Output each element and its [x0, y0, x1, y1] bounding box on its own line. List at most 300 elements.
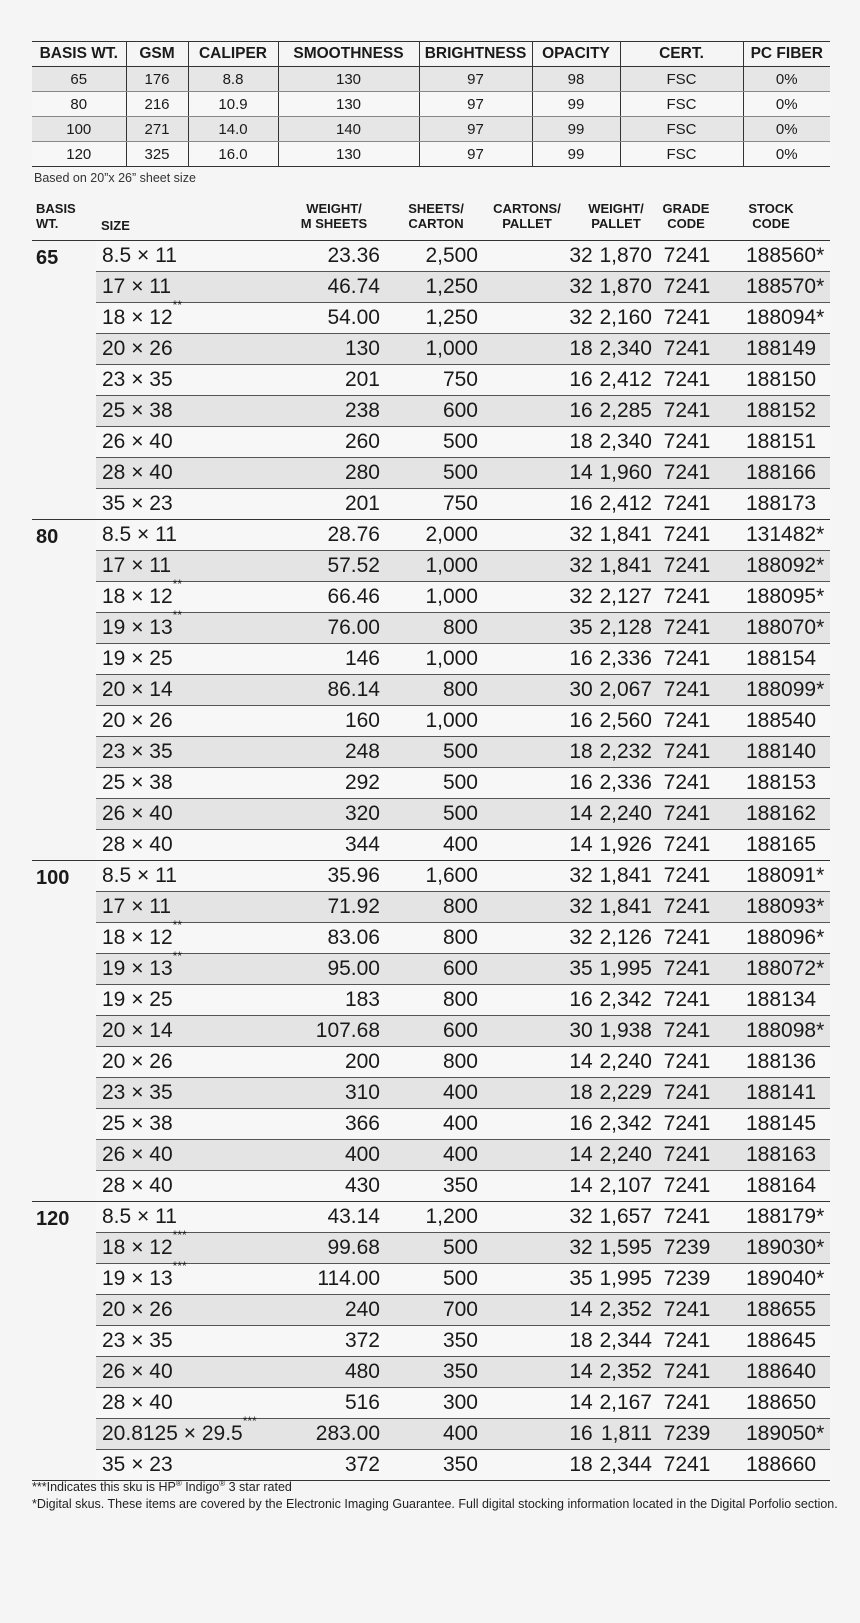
sheets-carton-cell: 500 [442, 740, 478, 763]
table-row [96, 799, 830, 830]
sheets-carton-cell: 1,200 [425, 1205, 478, 1228]
size-cell [102, 1109, 173, 1139]
cartons-pallet-cell: 32 [569, 244, 593, 267]
stock-code-cell: 188163 [746, 1143, 817, 1166]
size-text: 25 × 38 [102, 399, 173, 422]
weight-pallet-cell: 2,128 [599, 616, 652, 639]
sheets-carton-cell: 1,250 [425, 306, 478, 329]
weight-m-sheets-cell: 344 [344, 833, 380, 856]
table-row [96, 1388, 830, 1419]
weight-pallet-cell: 2,344 [599, 1453, 652, 1476]
sheets-carton-cell: 800 [442, 678, 478, 701]
size-cell [102, 985, 173, 1015]
cartons-pallet-cell: 32 [569, 585, 593, 608]
size-cell [102, 272, 171, 302]
stock-code-cell: 188094* [746, 306, 825, 329]
stock-code-cell: 188150 [746, 368, 817, 391]
weight-pallet-cell: 2,412 [599, 368, 652, 391]
weight-m-sheets-cell: 260 [344, 430, 380, 453]
size-cell [102, 1140, 173, 1170]
weight-m-sheets-cell: 248 [344, 740, 380, 763]
size-footnote-mark: ** [172, 298, 182, 312]
paper-spec-table [32, 41, 830, 167]
stock-code-cell: 189050* [746, 1422, 825, 1445]
grade-code-cell: 7239 [663, 1422, 711, 1445]
stock-code-cell: 188140 [746, 740, 817, 763]
sheets-carton-cell: 350 [442, 1174, 478, 1197]
weight-pallet-cell: 2,160 [599, 306, 652, 329]
table-row [96, 577, 830, 613]
cartons-pallet-cell: 16 [569, 647, 593, 670]
stock-code-cell: 188092* [746, 554, 825, 577]
stock-table [32, 240, 830, 1481]
sheets-carton-cell: 800 [442, 926, 478, 949]
table-row [96, 949, 830, 985]
sheets-carton-cell: 1,000 [425, 337, 478, 360]
table-row [96, 918, 830, 954]
weight-m-sheets-cell: 372 [344, 1453, 380, 1476]
header-cartons-pallet: CARTONS/ PALLET [493, 201, 561, 231]
weight-m-sheets-cell: 46.74 [327, 275, 380, 298]
spec-cell: 65 [32, 67, 126, 92]
weight-pallet-cell: 1,841 [599, 523, 652, 546]
spec-cell: 0% [743, 67, 830, 92]
spec-cell: 216 [126, 92, 188, 117]
weight-pallet-cell: 1,938 [599, 1019, 652, 1042]
weight-pallet-cell: 1,995 [599, 1267, 652, 1290]
weight-pallet-cell: 1,995 [599, 957, 652, 980]
basis-group [32, 519, 830, 860]
cartons-pallet-cell: 16 [569, 492, 593, 515]
stock-code-cell: 188145 [746, 1112, 817, 1135]
size-cell [102, 1078, 173, 1108]
weight-pallet-cell: 1,595 [599, 1236, 652, 1259]
weight-m-sheets-cell: 66.46 [327, 585, 380, 608]
sheets-carton-cell: 800 [442, 616, 478, 639]
stock-code-cell: 188070* [746, 616, 825, 639]
stock-code-cell: 188154 [746, 647, 817, 670]
grade-code-cell: 7241 [663, 461, 711, 484]
size-text: 28 × 40 [102, 1174, 173, 1197]
size-text: 23 × 35 [102, 1329, 173, 1352]
stock-code-cell: 188099* [746, 678, 825, 701]
cartons-pallet-cell: 18 [569, 430, 593, 453]
grade-code-cell: 7241 [663, 337, 711, 360]
spec-cell: 80 [32, 92, 126, 117]
size-cell [102, 737, 173, 767]
spec-cell: 0% [743, 117, 830, 142]
grade-code-cell: 7241 [663, 585, 711, 608]
stock-code-cell: 188165 [746, 833, 817, 856]
table-row [96, 1259, 830, 1295]
weight-m-sheets-cell: 320 [344, 802, 380, 825]
size-cell [102, 768, 173, 798]
cartons-pallet-cell: 18 [569, 1081, 593, 1104]
spec-cell: 99 [532, 92, 620, 117]
size-text: 19 × 25 [102, 647, 173, 670]
grade-code-cell: 7241 [663, 554, 711, 577]
size-text: 19 × 25 [102, 988, 173, 1011]
table-row [96, 1414, 830, 1450]
table-row [96, 427, 830, 458]
size-text: 23 × 35 [102, 740, 173, 763]
weight-pallet-cell: 2,336 [599, 771, 652, 794]
spec-cell: 97 [419, 142, 532, 167]
sheets-carton-cell: 750 [442, 368, 478, 391]
stock-code-cell: 188166 [746, 461, 817, 484]
footnote-digital-skus: *Digital skus. These items are covered by the Electronic Imaging Guarantee. Full digital stocking information located in the Digital Porfolio section. [32, 1497, 838, 1511]
cartons-pallet-cell: 16 [569, 1422, 593, 1445]
grade-code-cell: 7241 [663, 1174, 711, 1197]
size-cell [102, 675, 173, 705]
size-text: 28 × 40 [102, 461, 173, 484]
header-weight-m-sheets: WEIGHT/ M SHEETS [300, 201, 368, 231]
grade-code-cell: 7241 [663, 802, 711, 825]
weight-m-sheets-cell: 480 [344, 1360, 380, 1383]
stock-code-cell: 188655 [746, 1298, 817, 1321]
spec-cell: FSC [620, 92, 743, 117]
sheets-carton-cell: 800 [442, 1050, 478, 1073]
stock-code-cell: 188152 [746, 399, 817, 422]
cartons-pallet-cell: 32 [569, 926, 593, 949]
spec-header-row [32, 42, 830, 67]
table-row [96, 830, 830, 860]
size-text: 25 × 38 [102, 771, 173, 794]
grade-code-cell: 7241 [663, 1019, 711, 1042]
spec-cell: FSC [620, 67, 743, 92]
weight-m-sheets-cell: 107.68 [315, 1019, 380, 1042]
weight-pallet-cell: 1,960 [599, 461, 652, 484]
size-text: 26 × 40 [102, 430, 173, 453]
sheets-carton-cell: 1,000 [425, 554, 478, 577]
weight-m-sheets-cell: 146 [344, 647, 380, 670]
spec-cell: 98 [532, 67, 620, 92]
basis-weight-label: 80 [36, 526, 59, 548]
size-text: 25 × 38 [102, 1112, 173, 1135]
header-stock-code: STOCK CODE [748, 201, 794, 231]
spec-cell: 99 [532, 117, 620, 142]
weight-pallet-cell: 2,412 [599, 492, 652, 515]
sheets-carton-cell: 350 [442, 1329, 478, 1352]
stock-code-cell: 188098* [746, 1019, 825, 1042]
spec-cell: 325 [126, 142, 188, 167]
stock-code-cell: 188650 [746, 1391, 817, 1414]
sheets-carton-cell: 400 [442, 1143, 478, 1166]
cartons-pallet-cell: 16 [569, 368, 593, 391]
weight-pallet-cell: 1,841 [599, 895, 652, 918]
size-text: 17 × 11 [102, 895, 172, 918]
spec-header-cert: CERT. [620, 42, 743, 67]
spec-header-pc-fiber: PC FIBER [743, 42, 830, 67]
table-row [96, 1140, 830, 1171]
cartons-pallet-cell: 32 [569, 1205, 593, 1228]
weight-pallet-cell: 2,285 [599, 399, 652, 422]
grade-code-cell: 7241 [663, 1081, 711, 1104]
spec-cell: 100 [32, 117, 126, 142]
spec-cell: 120 [32, 142, 126, 167]
header-weight-pallet: WEIGHT/ PALLET [588, 201, 644, 231]
weight-m-sheets-cell: 57.52 [327, 554, 380, 577]
sheets-carton-cell: 500 [442, 802, 478, 825]
weight-m-sheets-cell: 201 [344, 368, 380, 391]
stock-code-cell: 188179* [746, 1205, 825, 1228]
table-row [96, 1171, 830, 1201]
size-cell [102, 1357, 173, 1387]
weight-pallet-cell: 2,229 [599, 1081, 652, 1104]
spec-cell: 271 [126, 117, 188, 142]
table-row [96, 272, 830, 303]
weight-pallet-cell: 1,811 [601, 1422, 652, 1445]
stock-code-cell: 188072* [746, 957, 825, 980]
spec-row [32, 142, 830, 167]
stock-code-cell: 188560* [746, 244, 825, 267]
size-cell [102, 489, 173, 519]
weight-m-sheets-cell: 238 [344, 399, 380, 422]
stock-code-cell: 188570* [746, 275, 825, 298]
size-footnote-mark: ** [172, 918, 182, 932]
table-row [96, 334, 830, 365]
table-row [96, 396, 830, 427]
grade-code-cell: 7241 [663, 1050, 711, 1073]
cartons-pallet-cell: 32 [569, 895, 593, 918]
size-cell [102, 644, 173, 674]
weight-m-sheets-cell: 310 [344, 1081, 380, 1104]
stock-code-cell: 189040* [746, 1267, 825, 1290]
stock-code-cell: 188141 [746, 1081, 817, 1104]
size-footnote-mark: *** [172, 1259, 187, 1273]
weight-pallet-cell: 2,340 [599, 430, 652, 453]
size-footnote-mark: *** [172, 1228, 187, 1242]
size-text: 19 × 13 [102, 616, 173, 639]
weight-m-sheets-cell: 183 [344, 988, 380, 1011]
weight-m-sheets-cell: 114.00 [317, 1267, 380, 1290]
table-row [96, 737, 830, 768]
sheets-carton-cell: 2,000 [425, 523, 478, 546]
header-sheets-carton: SHEETS/ CARTON [408, 201, 464, 231]
size-text: 18 × 12 [102, 1236, 173, 1259]
basis-group [32, 240, 830, 519]
spec-header-opacity: OPACITY [532, 42, 620, 67]
size-text: 23 × 35 [102, 1081, 173, 1104]
weight-m-sheets-cell: 71.92 [327, 895, 380, 918]
spec-header-caliper: CALIPER [188, 42, 278, 67]
stock-code-cell: 188153 [746, 771, 817, 794]
weight-pallet-cell: 2,167 [599, 1391, 652, 1414]
size-text: 20.8125 × 29.5 [102, 1422, 243, 1445]
sheets-carton-cell: 800 [442, 895, 478, 918]
spec-cell: 14.0 [188, 117, 278, 142]
table-row [96, 1109, 830, 1140]
size-text: 19 × 13 [102, 957, 173, 980]
table-row [96, 1047, 830, 1078]
sheets-carton-cell: 1,000 [425, 585, 478, 608]
spec-cell: 130 [278, 142, 419, 167]
weight-m-sheets-cell: 430 [344, 1174, 380, 1197]
size-footnote-mark: ** [172, 949, 182, 963]
weight-m-sheets-cell: 95.00 [327, 957, 380, 980]
cartons-pallet-cell: 18 [569, 740, 593, 763]
size-cell [102, 830, 173, 860]
weight-pallet-cell: 2,240 [599, 1050, 652, 1073]
weight-pallet-cell: 2,232 [599, 740, 652, 763]
cartons-pallet-cell: 14 [569, 1174, 593, 1197]
size-cell [102, 241, 177, 271]
grade-code-cell: 7239 [663, 1236, 711, 1259]
stock-code-cell: 188645 [746, 1329, 817, 1352]
size-cell [102, 1326, 173, 1356]
spec-row [32, 67, 830, 92]
size-cell [102, 1388, 173, 1418]
cartons-pallet-cell: 32 [569, 864, 593, 887]
cartons-pallet-cell: 14 [569, 1143, 593, 1166]
sheets-carton-cell: 400 [442, 833, 478, 856]
size-cell [102, 1171, 173, 1201]
table-row [96, 489, 830, 519]
size-text: 8.5 × 11 [102, 1205, 177, 1228]
basis-weight-label: 65 [36, 247, 59, 269]
weight-pallet-cell: 2,352 [599, 1360, 652, 1383]
cartons-pallet-cell: 32 [569, 554, 593, 577]
stock-code-cell: 188095* [746, 585, 825, 608]
grade-code-cell: 7241 [663, 647, 711, 670]
table-row [96, 1016, 830, 1047]
stock-code-cell: 188136 [746, 1050, 817, 1073]
size-footnote-mark: ** [172, 577, 182, 591]
weight-pallet-cell: 2,340 [599, 337, 652, 360]
table-row [96, 1295, 830, 1326]
spec-cell: FSC [620, 117, 743, 142]
cartons-pallet-cell: 16 [569, 399, 593, 422]
sheets-carton-cell: 350 [442, 1453, 478, 1476]
sheets-carton-cell: 750 [442, 492, 478, 515]
size-cell [102, 334, 173, 364]
size-text: 26 × 40 [102, 1143, 173, 1166]
size-cell [102, 577, 182, 612]
weight-pallet-cell: 1,841 [599, 554, 652, 577]
weight-m-sheets-cell: 240 [344, 1298, 380, 1321]
grade-code-cell: 7241 [663, 864, 711, 887]
weight-m-sheets-cell: 400 [344, 1143, 380, 1166]
stock-table-header [32, 201, 830, 239]
stock-code-cell: 131482* [746, 523, 825, 546]
sheets-carton-cell: 300 [442, 1391, 478, 1414]
grade-code-cell: 7241 [663, 1391, 711, 1414]
stock-code-cell: 188162 [746, 802, 817, 825]
size-text: 20 × 26 [102, 1050, 173, 1073]
size-cell [102, 608, 182, 643]
size-text: 8.5 × 11 [102, 864, 177, 887]
table-row [96, 675, 830, 706]
size-text: 18 × 12 [102, 306, 173, 329]
size-cell [102, 298, 182, 333]
weight-m-sheets-cell: 372 [344, 1329, 380, 1352]
sheets-carton-cell: 500 [442, 461, 478, 484]
size-cell [102, 1450, 173, 1480]
size-text: 26 × 40 [102, 1360, 173, 1383]
weight-pallet-cell: 1,657 [599, 1205, 652, 1228]
table-row [96, 365, 830, 396]
cartons-pallet-cell: 35 [569, 616, 593, 639]
size-text: 18 × 12 [102, 585, 173, 608]
cartons-pallet-cell: 14 [569, 461, 593, 484]
size-cell [102, 396, 173, 426]
spec-cell: 97 [419, 67, 532, 92]
size-text: 20 × 26 [102, 709, 173, 732]
size-footnote-mark: ** [172, 608, 182, 622]
size-cell [102, 365, 173, 395]
grade-code-cell: 7241 [663, 430, 711, 453]
size-text: 18 × 12 [102, 926, 173, 949]
size-cell [102, 1047, 173, 1077]
spec-cell: 130 [278, 67, 419, 92]
weight-m-sheets-cell: 76.00 [327, 616, 380, 639]
table-row [96, 1357, 830, 1388]
spec-row [32, 92, 830, 117]
spec-cell: 10.9 [188, 92, 278, 117]
grade-code-cell: 7241 [663, 895, 711, 918]
size-text: 17 × 11 [102, 275, 172, 298]
size-text: 8.5 × 11 [102, 244, 177, 267]
table-row [96, 608, 830, 644]
sheets-carton-cell: 1,000 [425, 709, 478, 732]
header-grade-code: GRADE CODE [662, 201, 710, 231]
cartons-pallet-cell: 18 [569, 1453, 593, 1476]
weight-pallet-cell: 2,342 [599, 988, 652, 1011]
size-text: 20 × 26 [102, 337, 173, 360]
grade-code-cell: 7241 [663, 368, 711, 391]
spec-cell: 99 [532, 142, 620, 167]
sheets-carton-cell: 1,250 [425, 275, 478, 298]
grade-code-cell: 7241 [663, 244, 711, 267]
size-text: 20 × 26 [102, 1298, 173, 1321]
size-cell [102, 458, 173, 488]
weight-m-sheets-cell: 292 [344, 771, 380, 794]
weight-m-sheets-cell: 280 [344, 461, 380, 484]
grade-code-cell: 7241 [663, 1298, 711, 1321]
weight-m-sheets-cell: 35.96 [327, 864, 380, 887]
cartons-pallet-cell: 16 [569, 988, 593, 1011]
size-text: 19 × 13 [102, 1267, 173, 1290]
stock-code-cell: 188540 [746, 709, 817, 732]
spec-cell: 0% [743, 142, 830, 167]
grade-code-cell: 7241 [663, 833, 711, 856]
cartons-pallet-cell: 14 [569, 1050, 593, 1073]
stock-code-cell: 188640 [746, 1360, 817, 1383]
stock-code-cell: 188164 [746, 1174, 817, 1197]
cartons-pallet-cell: 32 [569, 523, 593, 546]
cartons-pallet-cell: 32 [569, 306, 593, 329]
grade-code-cell: 7241 [663, 1360, 711, 1383]
spec-cell: 8.8 [188, 67, 278, 92]
size-cell [102, 520, 177, 550]
sheets-carton-cell: 350 [442, 1360, 478, 1383]
weight-m-sheets-cell: 130 [344, 337, 380, 360]
spec-header-gsm: GSM [126, 42, 188, 67]
table-row [96, 985, 830, 1016]
sheets-carton-cell: 800 [442, 988, 478, 1011]
footnote-indigo: ***Indicates this sku is HP® Indigo® 3 star rated [32, 1479, 292, 1495]
weight-m-sheets-cell: 160 [344, 709, 380, 732]
size-cell [102, 1202, 177, 1232]
header-size: SIZE [101, 218, 130, 233]
size-cell [102, 861, 177, 891]
spec-cell: 176 [126, 67, 188, 92]
stock-code-cell: 188096* [746, 926, 825, 949]
weight-m-sheets-cell: 54.00 [327, 306, 380, 329]
spec-cell: 16.0 [188, 142, 278, 167]
size-cell [102, 918, 182, 953]
grade-code-cell: 7241 [663, 492, 711, 515]
